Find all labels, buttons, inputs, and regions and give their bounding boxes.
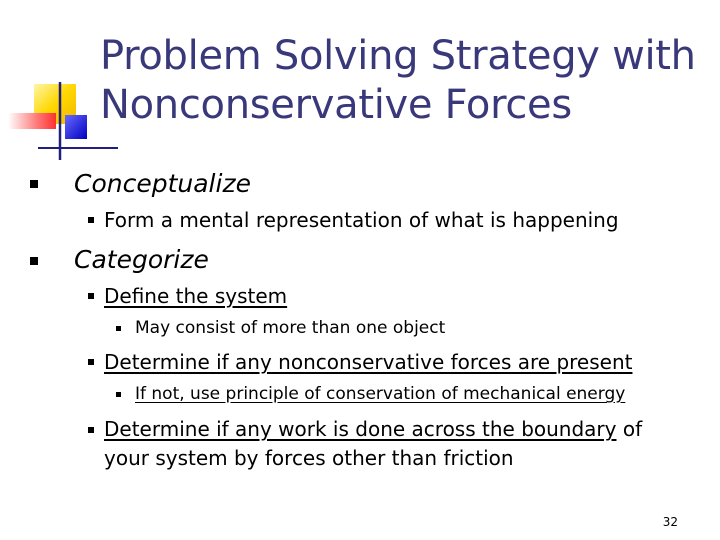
categorize-label: Categorize [74, 245, 209, 274]
title-line-1: Problem Solving Strategy with [100, 33, 696, 79]
conservation-energy-text: If not, use principle of conservation of mechanical energy [135, 384, 626, 404]
work-across-boundary-line-2: your system by forces other than friction [104, 446, 514, 470]
square-bullet-icon [30, 180, 38, 188]
title-line-2: Nonconservative Forces [100, 82, 572, 128]
work-across-boundary-line-1 [104, 417, 642, 441]
square-bullet-icon [88, 427, 94, 433]
nonconservative-forces-text: Determine if any nonconservative forces are present [104, 350, 633, 374]
work-across-boundary-rest: of [616, 417, 643, 441]
conceptualize-label: Conceptualize [74, 169, 251, 198]
page-number: 32 [662, 515, 678, 529]
square-bullet-icon [88, 217, 94, 223]
work-across-boundary-underlined: Determine if any work is done across the boundary [104, 417, 617, 441]
slide-title [100, 32, 710, 130]
square-bullet-icon [88, 359, 94, 365]
square-bullet-icon [116, 326, 121, 331]
define-system-text: Define the system [104, 284, 288, 308]
more-than-one-object-text: May consist of more than one object [135, 318, 446, 338]
square-bullet-icon [88, 293, 94, 299]
mental-representation-text: Form a mental representation of what is happening [104, 208, 619, 232]
square-bullet-icon [30, 257, 38, 265]
square-bullet-icon [116, 392, 121, 397]
